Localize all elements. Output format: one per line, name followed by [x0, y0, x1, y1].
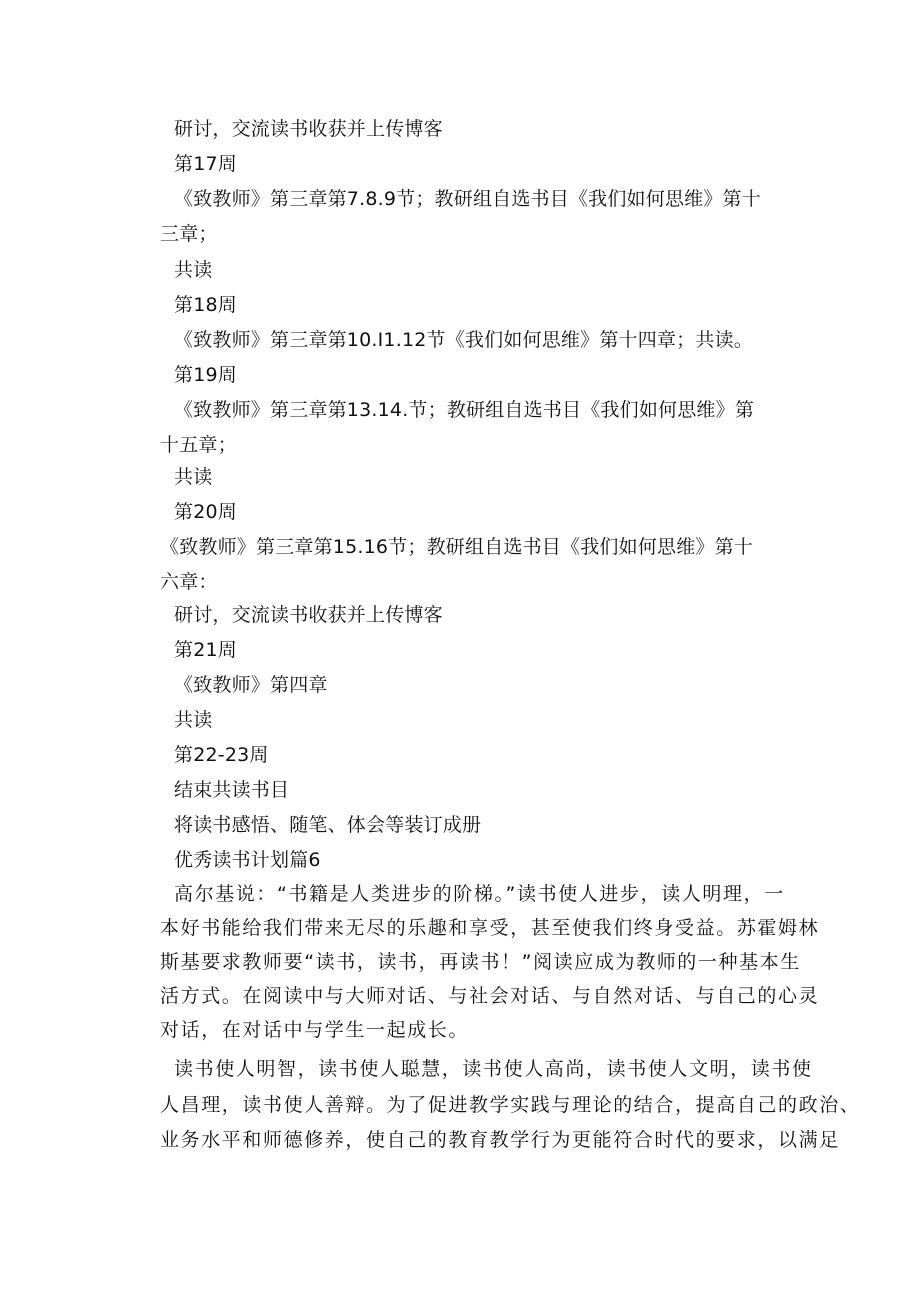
text-line: 共读	[174, 466, 213, 488]
week-heading: 第18周	[174, 294, 237, 316]
week-heading: 第21周	[174, 639, 237, 661]
text-line: 《致教师》第三章第10.I1.12节《我们如何思维》第十四章；共读。	[174, 329, 753, 351]
text-line: 研讨，交流读书收获并上传博客	[174, 118, 443, 140]
text-line: 共读	[174, 259, 213, 281]
week-heading: 第19周	[174, 364, 237, 386]
paragraph-line: 高尔基说：“书籍是人类进步的阶梯。”读书使人进步，读人明理，一	[174, 883, 785, 905]
text-line: 《致教师》第三章第15.16节；教研组自选书目《我们如何思维》第十	[160, 536, 753, 558]
paragraph-line: 人昌理，读书使人善辩。为了促进教学实践与理论的结合，提高自己的政治、	[160, 1094, 861, 1116]
text-line: 十五章；	[160, 434, 237, 456]
text-line: 共读	[174, 709, 213, 731]
text-line: 《致教师》第三章第13.14.节；教研组自选书目《我们如何思维》第	[174, 399, 755, 421]
paragraph-line: 业务水平和师德修养，使自己的教育教学行为更能符合时代的要求，以满足	[160, 1129, 840, 1151]
text-line: 三章；	[160, 223, 218, 245]
week-heading: 第20周	[174, 501, 237, 523]
text-line: 《致教师》第四章	[174, 674, 328, 696]
text-line: 研讨，交流读书收获并上传博客	[174, 604, 443, 626]
paragraph-line: 本好书能给我们带来无尽的乐趣和享受，甚至使我们终身受益。苏霍姆林	[160, 917, 820, 939]
paragraph-line: 斯基要求教师要“读书，读书，再读书！”阅读应成为教师的一种基本生	[160, 951, 801, 973]
text-line: 《致教师》第三章第7.8.9节；教研组自选书目《我们如何思维》第十	[174, 188, 761, 210]
paragraph-line: 活方式。在阅读中与大师对话、与社会对话、与自然对话、与自己的心灵	[160, 985, 820, 1007]
paragraph-line: 读书使人明智，读书使人聪慧，读书使人高尚，读书使人文明，读书使	[174, 1058, 813, 1080]
week-heading: 第17周	[174, 153, 237, 175]
section-heading: 优秀读书计划篇6	[174, 849, 321, 871]
text-line: 六章：	[160, 571, 218, 593]
text-line: 将读书感悟、随笔、体会等装订成册	[174, 814, 482, 836]
paragraph-line: 对话，在对话中与学生一起成长。	[160, 1019, 470, 1041]
week-heading: 第22-23周	[174, 744, 269, 766]
text-line: 结束共读书目	[174, 779, 290, 801]
